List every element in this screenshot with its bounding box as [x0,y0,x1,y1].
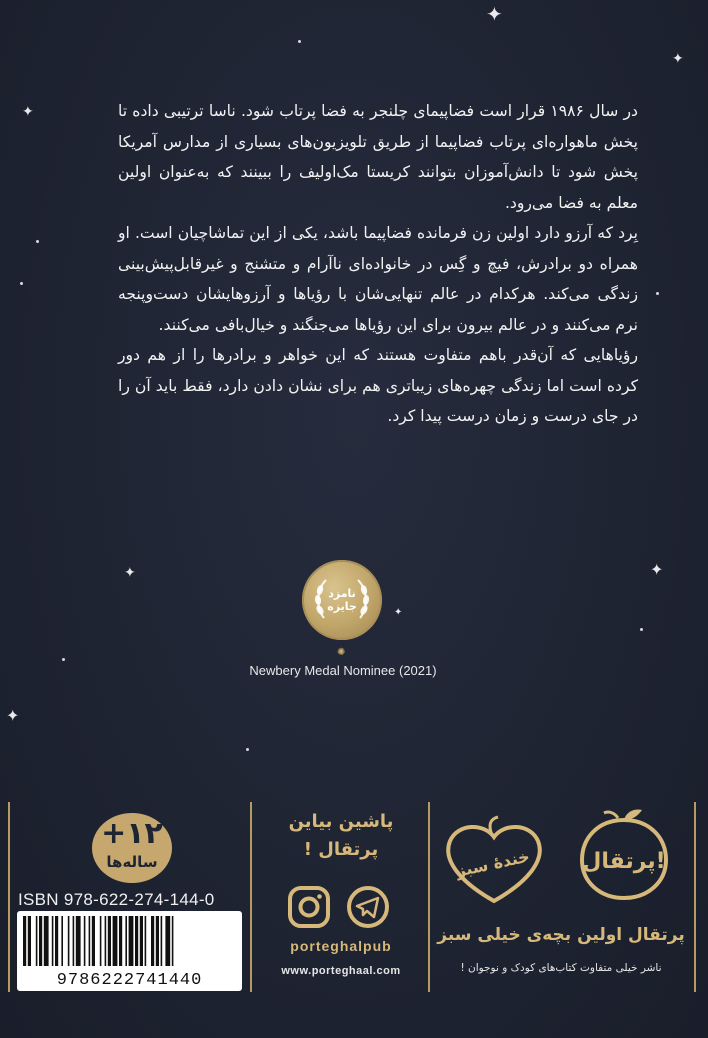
star-decoration: ✦ [486,2,503,26]
newbery-medal [302,560,382,640]
barcode-bars [23,916,236,966]
star-dot [36,240,39,243]
barcode-bar [39,916,42,966]
telegram-icon[interactable] [346,885,390,929]
section-divider [8,802,10,992]
khandeh-sabz-logo-icon [440,815,548,907]
star-decoration: ✦ [672,51,684,67]
barcode-bar [23,916,26,966]
barcode-bar [135,916,138,966]
blurb-paragraph: بِرد که آرزو دارد اولین زن فرمانده فضاپیما باشد، یکی از این تماشاچیان است. او همراه دو برادرش، فیچ و گِس در خانواده‌ای ناآرام و متشنج و غیرقابل‌پیش‌بینی زندگی می‌کند. هرکدام در عالم تنهایی‌شان با رؤیاها و آرزوهایشان دست‌وپنجه نرم می‌کنند و در عالم بیرون برای این رؤیاها می‌جنگند و خیال‌بافی می‌کنند. [118,224,638,334]
blurb-text [118,96,638,432]
barcode-bar [52,916,54,966]
medal-caption: Newbery Medal Nominee (2021) [249,663,437,678]
khandeh-text: خندهٔ سبز [454,846,532,881]
social-handle[interactable]: porteghalpub [290,938,392,954]
medal-label: نامزد جایزه [327,587,357,613]
brand-subtitle: ناشر خیلی متفاوت کتاب‌های کودک و نوجوان ! [460,962,662,974]
star-decoration: ✦ [124,565,136,581]
star-decoration: ✦ [22,104,34,120]
barcode-bar [73,916,75,966]
star-dot [640,628,643,631]
star-dot [656,292,659,295]
star-decoration: ✦ [650,560,664,579]
medal-ribbon-icon: ✺ [337,647,346,658]
website-link[interactable]: www.porteghaal.com [281,965,401,977]
barcode-bar [28,916,31,966]
logo-text: پرتقال! [582,849,666,874]
barcode-bar [55,916,58,966]
barcode-bar [108,916,111,966]
barcode-bar [156,916,159,966]
barcode-digits: 9786222741440 [56,971,203,990]
age-number: +۱۲ [101,816,163,851]
barcode-bar [113,916,118,966]
barcode-bar [105,916,107,966]
blurb-paragraph: رؤیاهایی که آن‌قدر باهم متفاوت هستند که این خواهر و برادرها را از هم دور کرده است اما زندگی چهره‌های زیباتری هم برای نشان دادن دارد، فقط باید آن را در جای درست و زمان درست پیدا کرد. [118,346,638,425]
barcode-bar [76,916,81,966]
star-dot [62,658,65,661]
barcode-bar [151,916,154,966]
blurb-paragraph: در سال ۱۹۸۶ قرار است فضاپیمای چلنجر به فضا پرتاب شود. ناسا ترتیبی داده تا پخش ماهواره‌ای پرتاب فضاپیما از طریق تلویزیون‌های بسیاری از مدارس آمریکا پخش شود تا دانش‌آموزان بتوانند کریستا مک‌اولیف را ببینند که به‌عنوان اولین معلم به فضا می‌رود. [118,102,638,212]
barcode-bar [125,916,127,966]
barcode-bar [44,916,49,966]
section-divider [694,802,696,992]
barcode-bar [36,916,38,966]
star-dot [298,40,301,43]
age-label: ساله‌ها [106,853,158,871]
barcode-bar [140,916,143,966]
barcode-bar [61,916,63,966]
star-decoration: ✦ [6,706,20,725]
barcode-bar [92,916,95,966]
instagram-icon[interactable] [287,885,331,929]
barcode-bar [89,916,91,966]
follow-us-text: پاشین بیاین پرتقال ! [288,811,394,860]
barcode-bar [165,916,170,966]
barcode-bar [68,916,70,966]
star-dot [246,748,249,751]
star-decoration: ✦ [394,607,403,618]
age-rating-badge [92,813,172,883]
barcode-bar [119,916,122,966]
section-divider [250,802,252,992]
barcode [17,911,242,991]
barcode-bar [161,916,163,966]
section-divider [428,802,430,992]
barcode-bar [100,916,102,966]
isbn-label: ISBN 978-622-274-144-0 [18,890,215,909]
barcode-bar [129,916,134,966]
barcode-bar [172,916,174,966]
brand-title: پرتقال اولین بچه‌ی خیلی سبز [437,925,685,945]
porteghal-logo-icon [574,806,674,902]
star-dot [20,282,23,285]
barcode-bar [84,916,86,966]
barcode-bar [145,916,147,966]
